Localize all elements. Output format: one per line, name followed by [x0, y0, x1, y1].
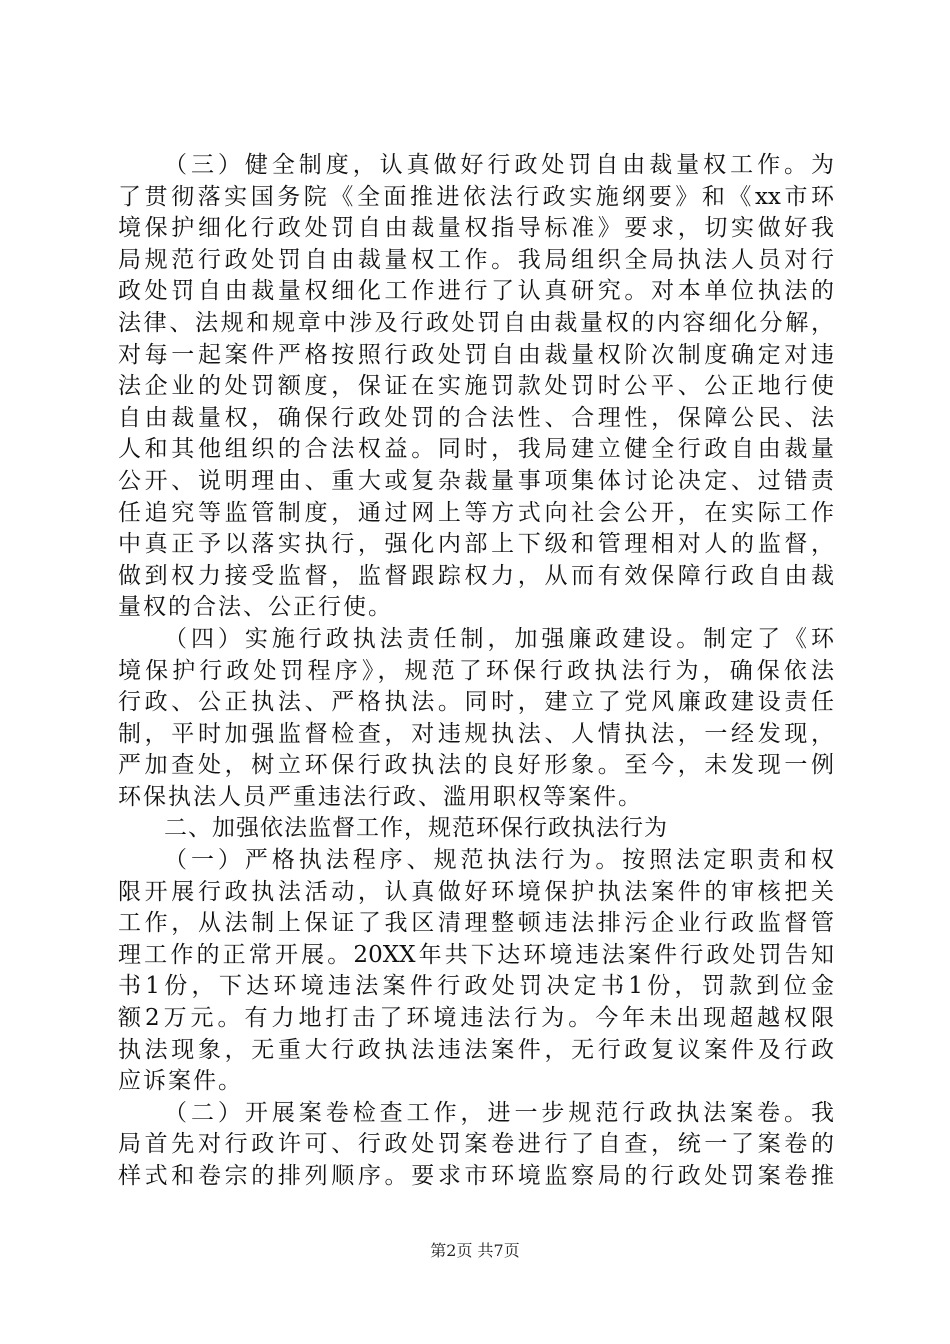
paragraph-line: 量权的合法、公正行使。	[118, 594, 393, 621]
paragraph-line: 法律、法规和规章中涉及行政处罚自由裁量权的内容细化分解，	[118, 309, 834, 336]
paragraph-line: 自由裁量权，确保行政处罚的合法性、合理性，保障公民、法	[118, 404, 834, 431]
paragraph-line: 书1份，下达环境违法案件行政处罚决定书1份，罚款到位金	[118, 973, 834, 1000]
paragraph-line: 环保执法人员严重违法行政、滥用职权等案件。	[118, 783, 643, 810]
paragraph-line: 境保护细化行政处罚自由裁量权指导标准》要求，切实做好我	[118, 215, 834, 242]
paragraph-line: （四）实施行政执法责任制，加强廉政建设。制定了《环	[164, 625, 834, 652]
paragraph-line: 做到权力接受监督，监督跟踪权力，从而有效保障行政自由裁	[118, 562, 834, 589]
paragraph-line: 理工作的正常开展。20XX年共下达环境违法案件行政处罚告知	[118, 941, 834, 968]
page-number-footer: 第2页 共7页	[430, 1241, 520, 1260]
paragraph-line: （二）开展案卷检查工作，进一步规范行政执法案卷。我	[164, 1099, 834, 1126]
paragraph-line: 局规范行政处罚自由裁量权工作。我局组织全局执法人员对行	[118, 246, 834, 273]
paragraph-line: 中真正予以落实执行，强化内部上下级和管理相对人的监督，	[118, 531, 834, 558]
paragraph-line: 额2万元。有力地打击了环境违法行为。今年未出现超越权限	[118, 1005, 834, 1032]
paragraph-line: 人和其他组织的合法权益。同时，我局建立健全行政自由裁量	[118, 436, 834, 463]
section-heading: 二、加强依法监督工作，规范环保行政执法行为	[164, 815, 668, 842]
paragraph-line: 制，平时加强监督检查，对违规执法、人情执法，一经发现，	[118, 720, 834, 747]
paragraph-line: 对每一起案件严格按照行政处罚自由裁量权阶次制度确定对违	[118, 341, 834, 368]
paragraph-line: 法企业的处罚额度，保证在实施罚款处罚时公平、公正地行使	[118, 373, 834, 400]
paragraph-line: 工作，从法制上保证了我区清理整顿违法排污企业行政监督管	[118, 910, 834, 937]
paragraph-line: 限开展行政执法活动，认真做好环境保护执法案件的审核把关	[118, 878, 834, 905]
paragraph-line: 应诉案件。	[118, 1068, 243, 1095]
paragraph-line: 执法现象，无重大行政执法违法案件，无行政复议案件及行政	[118, 1036, 834, 1063]
paragraph-line: （三）健全制度，认真做好行政处罚自由裁量权工作。为	[164, 152, 834, 178]
paragraph-line: 严加查处，树立环保行政执法的良好形象。至今，未发现一例	[118, 752, 834, 779]
paragraph-line: 公开、说明理由、重大或复杂裁量事项集体讨论决定、过错责	[118, 467, 834, 494]
paragraph-line: 政处罚自由裁量权细化工作进行了认真研究。对本单位执法的	[118, 278, 834, 305]
paragraph-line: 行政、公正执法、严格执法。同时，建立了党风廉政建设责任	[118, 689, 834, 716]
paragraph-line: 任追究等监管制度，通过网上等方式向社会公开，在实际工作	[118, 499, 834, 526]
paragraph-line: 了贯彻落实国务院《全面推进依法行政实施纲要》和《xx市环	[118, 183, 834, 210]
paragraph-line: 境保护行政处罚程序》，规范了环保行政执法行为，确保依法	[118, 657, 834, 684]
paragraph-line: （一）严格执法程序、规范执法行为。按照法定职责和权	[164, 847, 834, 874]
document-body	[118, 150, 834, 1193]
paragraph-line: 样式和卷宗的排列顺序。要求市环境监察局的行政处罚案卷推	[118, 1163, 834, 1189]
paragraph-line: 局首先对行政许可、行政处罚案卷进行了自查，统一了案卷的	[118, 1131, 834, 1158]
